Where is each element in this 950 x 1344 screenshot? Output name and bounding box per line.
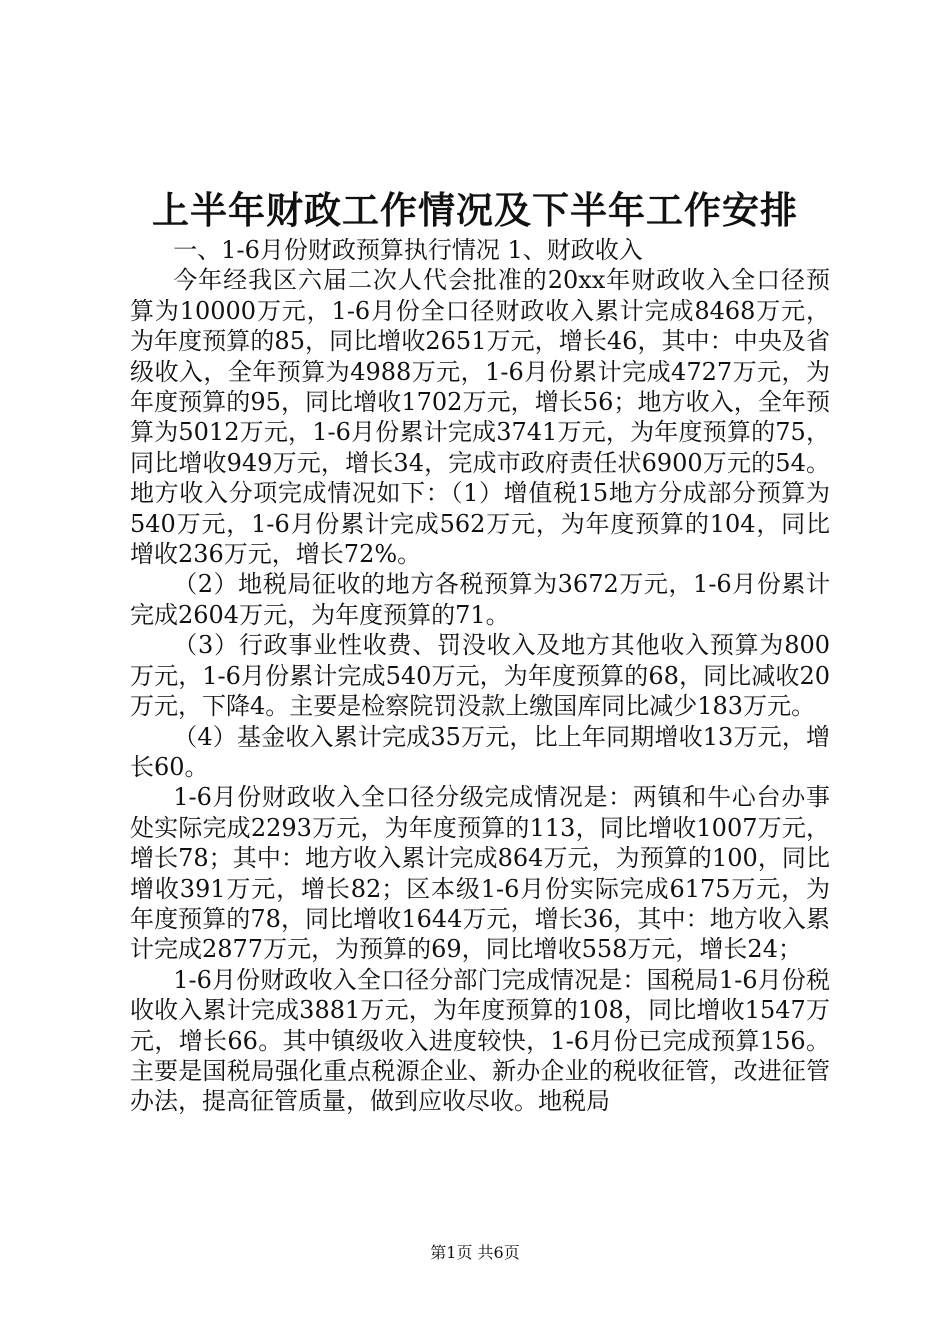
paragraph-local-tax: （2）地税局征收的地方各税预算为3672万元，1-6月份累计完成2604万元，为年度预算的71。 xyxy=(130,570,830,629)
page-number-footer: 第1页 共6页 xyxy=(430,1243,520,1262)
paragraph-revenue-overview: 今年经我区六届二次人代会批准的20xx年财政收入全口径预算为10000万元，1-6月份全口径财政收入累计完成8468万元，为年度预算的85，同比增收2651万元，增长46，其中：中央及省级收入，全年预算为4988万元，1-6月份累计完成4727万元，为年度预算的95，同比增收1702万元，增长56；地方收入，全年预算为5012万元，1-6月份累计完成3741万元，为年度预算的75，同比增收949万元，增长34，完成市政府责任状6900万元的54。地方收入分项完成情况如下：（1）增值税15地方分成部分预算为540万元，1-6月份累计完成562万元，为年度预算的104，同比增收236万元，增长72%。 xyxy=(130,266,830,569)
paragraph-level-breakdown: 1-6月份财政收入全口径分级完成情况是：两镇和牛心台办事处实际完成2293万元，为年度预算的113，同比增收1007万元，增长78；其中：地方收入累计完成864万元，为预算的100，同比增收391万元，增长82；区本级1-6月份实际完成6175万元，为年度预算的78，同比增收1644万元，增长36，其中：地方收入累计完成2877万元，为预算的69，同比增收558万元，增长24； xyxy=(130,783,830,964)
paragraph-section-heading: 一、1-6月份财政预算执行情况 1、财政收入 xyxy=(173,236,643,264)
paragraph-department-breakdown: 1-6月份财政收入全口径分部门完成情况是：国税局1-6月份税收收入累计完成3881万元，为年度预算的108，同比增收1547万元，增长66。其中镇级收入进度较快，1-6月份已完成预算156。主要是国税局强化重点税源企业、新办企业的税收征管，改进征管办法，提高征管质量，做到应收尽收。地税局 xyxy=(130,965,830,1116)
page-title: 上半年财政工作情况及下半年工作安排 xyxy=(152,188,798,232)
paragraph-fees-fines: （3）行政事业性收费、罚没收入及地方其他收入预算为800万元，1-6月份累计完成540万元，为年度预算的68，同比减收20万元，下降4。主要是检察院罚没款上缴国库同比减少183万元。 xyxy=(130,631,830,721)
document-body xyxy=(130,235,830,1117)
paragraph-fund-revenue: （4）基金收入累计完成35万元，比上年同期增收13万元，增长60。 xyxy=(130,722,830,781)
